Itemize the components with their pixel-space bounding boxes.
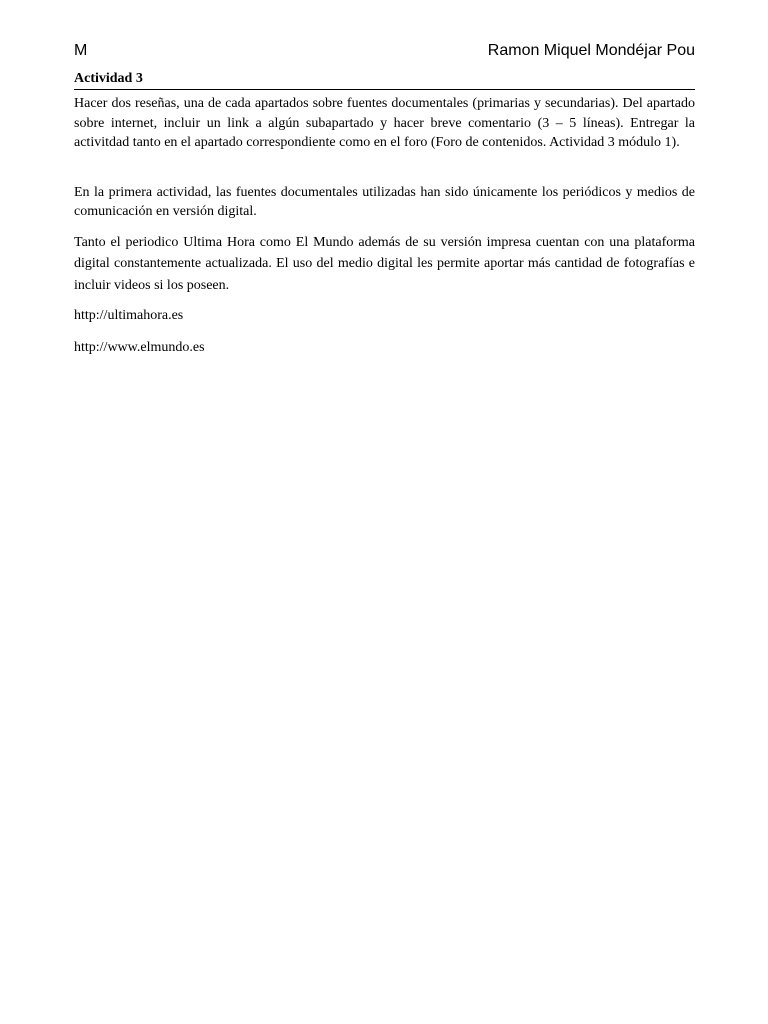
body-paragraph-2: Tanto el periodico Ultima Hora como El Mundo además de su versión impresa cuentan con una plataforma digital constantemente actualizada. El uso del medio digital les permite aportar más cantidad de fotografías e incluir videos si los poseen. (74, 234, 695, 293)
page-header (74, 40, 695, 64)
link-ultimahora: http://ultimahora.es (74, 308, 184, 323)
header-left-text: M (74, 42, 88, 59)
instructions-paragraph: Hacer dos reseñas, una de cada apartados sobre fuentes documentales (primarias y secundarias). Del apartado sobre internet, incluir un link a algún subapartado y hacer breve comentario (3 – 5 líneas). Entregar la activitdad tanto en el apartado correspondiente como en el foro (Foro de contenidos. Actividad 3 módulo 1). (74, 96, 695, 150)
link-elmundo: http://www.elmundo.es (74, 340, 205, 355)
document-page (74, 40, 695, 357)
header-author-name: Ramon Miquel Mondéjar Pou (487, 42, 695, 59)
section-title: Actividad 3 (74, 70, 695, 90)
body-paragraph-1: En la primera actividad, las fuentes documentales utilizadas han sido únicamente los periódicos y medios de comunicación en versión digital. (74, 184, 695, 219)
